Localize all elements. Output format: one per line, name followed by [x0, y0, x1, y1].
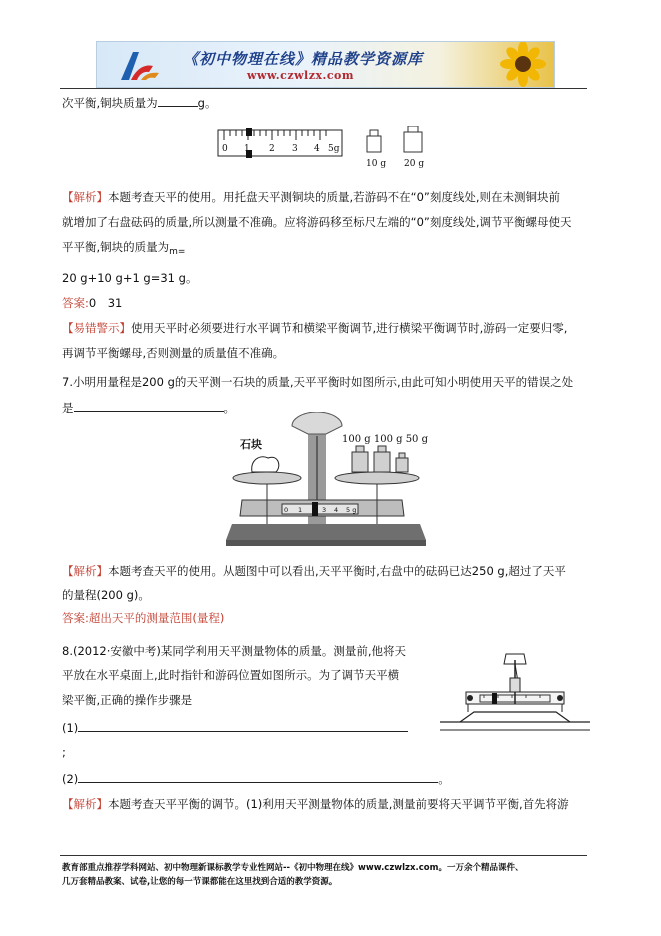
ruler-label-1: 1	[244, 144, 250, 154]
q8-step2-blank	[78, 770, 438, 783]
analysis-tag: 【解析】	[62, 190, 108, 204]
footer-line2: 几万套精品教案、试卷,让您的每一节课都能在这里找到合适的教学资源。	[62, 877, 338, 887]
q7-scale-4: 4	[334, 506, 339, 514]
analysis-tag: 【解析】	[62, 564, 108, 578]
q6-analysis-m: m=	[169, 247, 186, 257]
banner-title: 《初中物理在线》精品教学资源库	[183, 50, 424, 68]
q6-answer-blank	[158, 94, 198, 107]
q6-analysis-text1: 本题考查天平的使用。用托盘天平测铜块的质量,若游码不在“0”刻度线处,则在未测铜块前	[108, 190, 561, 204]
q8-step2	[62, 770, 450, 787]
q6-analysis-text3: 平平衡,铜块的质量为	[62, 240, 170, 254]
q8-balance-figure	[440, 648, 590, 738]
ruler-label-2: 2	[269, 144, 275, 154]
q8-step2-end: 。	[438, 772, 450, 786]
q8-step2-label: (2)	[62, 772, 79, 786]
q6-answer-text: 0 31	[88, 296, 123, 310]
q7-analysis-text1: 本题考查天平的使用。从题图中可以看出,天平平衡时,右盘中的砝码已达250 g,超过了天平	[108, 564, 566, 578]
q6-analysis-line4: 20 g+10 g+1 g=31 g。	[62, 271, 198, 285]
q8-analysis-text1: 本题考查天平平衡的调节。(1)利用天平测量物体的质量,测量前要将天平调节平衡,首先将游	[108, 797, 569, 811]
q7-scale-5: 5 g	[346, 506, 357, 514]
q6-line1-text: 次平衡,铜块质量为	[62, 96, 158, 110]
q6-warning-text1: 使用天平时必须要进行水平调节和横梁平衡调节,进行横梁平衡调节时,游码一定要归零,	[131, 321, 568, 335]
banner-url: www.czwlzx.com	[247, 69, 355, 82]
analysis-tag: 【解析】	[62, 797, 108, 811]
q8-step1-label: (1)	[62, 721, 79, 735]
q7-balance-figure	[212, 412, 440, 554]
q7-question-line1: 7.小明用量程是200 g的天平测一石块的质量,天平平衡时如图所示,由此可知小明使用天平的错误之处	[62, 375, 574, 389]
q7-line2-end: 。	[223, 401, 235, 415]
header-rule	[60, 88, 587, 89]
answer-tag: 答案:	[62, 611, 89, 625]
footer-line1: 教育部重点推荐学科网站、初中物理新课标教学专业性网站--《初中物理在线》www.czwlzx.com。一万余个精品课件、	[62, 863, 524, 873]
q8-question-line1: 8.(2012·安徽中考)某同学利用天平测量物体的质量。测量前,他将天	[62, 644, 407, 658]
q7-analysis-line2: 的量程(200 g)。	[62, 588, 150, 602]
q7-weights-label: 100 g 100 g 50 g	[342, 434, 428, 445]
ruler-label-3: 3	[292, 144, 298, 154]
q8-question-line3: 梁平衡,正确的操作步骤是	[62, 693, 193, 707]
q8-step1-blank	[78, 719, 408, 732]
q7-answer-blank	[74, 399, 224, 412]
q8-step1	[62, 719, 408, 736]
q6-analysis-line1	[62, 189, 560, 205]
q7-analysis-line1	[62, 563, 566, 579]
ruler-label-0: 0	[222, 144, 228, 154]
q7-scale-3: 3	[322, 506, 327, 514]
q6-warning-line2: 再调节平衡螺母,否则测量的质量值不准确。	[62, 346, 285, 360]
q6-line1	[62, 94, 216, 111]
q7-answer-text: 超出天平的测量范围(量程)	[88, 611, 225, 625]
ruler-label-5: 5g	[328, 144, 340, 154]
q8-analysis-line1	[62, 796, 569, 812]
q7-answer	[62, 610, 224, 626]
q6-analysis-line3	[62, 239, 185, 260]
weight-label-10g: 10 g	[366, 159, 387, 169]
weight-label-20g: 20 g	[404, 159, 425, 169]
ruler-label-4: 4	[314, 144, 320, 154]
q7-scale-1: 1	[298, 506, 303, 514]
q6-ruler-figure	[216, 126, 432, 174]
q6-analysis-line2: 就增加了右盘砝码的质量,所以测量不准确。应将游码移至标尺左端的“0”刻度线处,调节平衡螺母使天	[62, 215, 572, 229]
q6-line1-unit: g。	[197, 96, 217, 110]
q7-line2-text: 是	[62, 401, 74, 415]
sunflower-image	[492, 42, 554, 87]
q8-semicolon: ;	[62, 745, 66, 759]
warning-tag: 【易错警示】	[62, 321, 131, 335]
q6-warning-line1	[62, 320, 567, 336]
header-banner	[96, 41, 555, 88]
footer-rule	[60, 855, 587, 856]
site-logo	[115, 46, 167, 84]
q7-question-line2	[62, 399, 235, 416]
q7-stone-label: 石块	[240, 438, 262, 451]
q6-answer	[62, 295, 122, 311]
q7-scale-0: 0	[284, 506, 289, 514]
answer-tag: 答案:	[62, 296, 89, 310]
q8-question-line2: 平放在水平桌面上,此时指针和游码位置如图所示。为了调节天平横	[62, 668, 400, 682]
